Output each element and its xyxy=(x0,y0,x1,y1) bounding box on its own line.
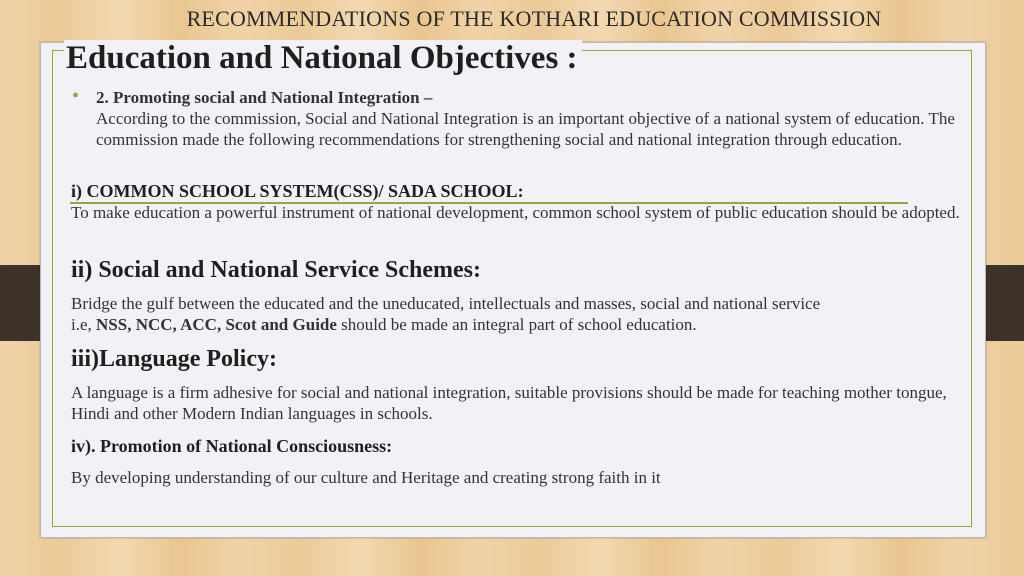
right-decor-bar xyxy=(984,265,1024,341)
bullet-point xyxy=(72,87,972,150)
body-prefix: i.e, xyxy=(71,315,97,334)
section-body: By developing understanding of our culture and Heritage and creating strong faith in it xyxy=(71,468,661,487)
section-heading: ii) Social and National Service Schemes: xyxy=(71,257,481,283)
bullet-dot-icon: • xyxy=(72,85,80,107)
heading-underline xyxy=(70,202,908,204)
main-heading: Education and National Objectives : xyxy=(64,40,582,76)
section-language-policy xyxy=(71,345,981,424)
section-body: A language is a firm adhesive for social and national integration, suitable provisions should be made for teaching mother tongue, Hindi and other Modern Indian languages in schools. xyxy=(71,383,947,423)
body-bold-schemes: NSS, NCC, ACC, Scot and Guide xyxy=(96,315,337,334)
body-suffix: should be made an integral part of school education. xyxy=(336,315,697,334)
section-body: To make education a powerful instrument of national development, common school system of public education should be adopted. xyxy=(71,203,960,222)
left-decor-bar xyxy=(0,265,40,341)
point-body: According to the commission, Social and National Integration is an important objective of a national system of education. The commission made the following recommendations for strengthening social and national integration through education. xyxy=(96,109,955,149)
slide-top-title: RECOMMENDATIONS OF THE KOTHARI EDUCATION COMMISSION xyxy=(186,6,882,31)
section-heading: i) COMMON SCHOOL SYSTEM(CSS)/ SADA SCHOOL: xyxy=(71,181,524,201)
section-heading: iv). Promotion of National Consciousness: xyxy=(71,436,393,456)
section-body-line2 xyxy=(71,314,981,335)
bullet-text xyxy=(96,87,972,150)
section-heading: iii)Language Policy: xyxy=(71,346,277,372)
point-title: 2. Promoting social and National Integration – xyxy=(96,88,433,107)
section-body-line1: Bridge the gulf between the educated and the uneducated, intellectuals and masses, social and national service xyxy=(71,294,821,313)
section-service-schemes xyxy=(71,256,981,335)
section-national-consciousness xyxy=(71,436,981,488)
